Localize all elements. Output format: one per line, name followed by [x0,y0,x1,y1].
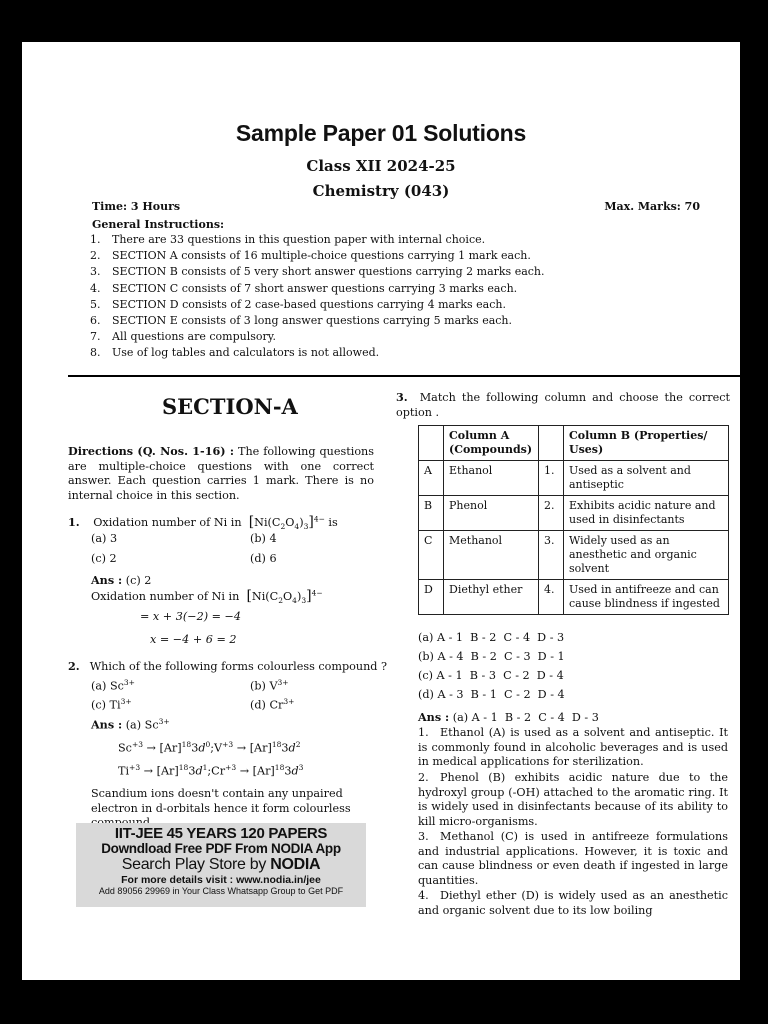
question-stem: Oxidation number of Ni in [93,516,242,529]
ad-line-5: Add 89056 29969 in Your Class Whatsapp Group to Get PDF [98,886,344,896]
subject-line: Chemistry (043) [312,182,450,200]
instruction-item: 7. All questions are compulsory. [90,330,277,344]
question-number: 1. [68,515,80,529]
ad-line-2: Downdload Free PDF From NODIA App [101,841,341,856]
question-3: 3. Match the following column and choose the correct option . [396,390,730,419]
option-d: (d) A - 3 B - 1 C - 2 D - 4 [418,688,565,701]
instruction-item: 8. Use of log tables and calculators is not allowed. [90,346,380,360]
ad-line-3: Search Play Store by NODIA [121,856,321,873]
q2-explanation: Scandium ions doesn't contain any unpaired electron in d-orbitals hence it form colourless [91,787,351,815]
table-row: B Phenol 2. Exhibits acidic nature and used in disinfectants [419,496,729,531]
document-page [22,42,740,980]
complex-formula: $[Ni(C_2O_4)_3]^{4-}$ is [248,514,338,532]
instruction-item: 2. SECTION A consists of 16 multiple-choice questions carrying 1 mark each. [90,249,531,263]
option-d: (d) $Cr^{3+}$ [250,697,295,712]
option-b: (b) $V^{3+}$ [250,678,289,693]
option-c: (c) $Ti^{3+}$ [91,697,132,712]
instruction-item: 6. SECTION E consists of 3 long answer questions carrying 5 marks each. [90,313,513,327]
option-d: (d) 6 [250,552,277,565]
class-line: Class XII 2024-25 [306,157,456,175]
explanation-2: 2. Phenol (B) exhibits acidic nature due to the hydroxyl group (-OH) attached to the aromatic ring. It is widely used in disinfectants because of its ability to kill micro-organisms. [418,771,728,828]
option-c: (c) 2 [91,552,117,565]
instruction-item: 3. SECTION B consists of 5 very short answer questions carrying 2 marks each. [90,265,545,279]
max-marks-label: Max. Marks: 70 [604,200,700,213]
instruction-item: 5. SECTION D consists of 2 case-based questions carrying 4 marks each. [90,297,506,311]
question-1 [68,514,338,531]
explanation-1: 1. Ethanol (A) is used as a solvent and antiseptic. It is commonly found in alcoholic beverages and is used in medical applications for sterilization. [418,726,728,768]
question-2: 2. Which of the following forms colourless compound ? [68,659,388,673]
col-a-header: Column A (Compounds) [444,426,539,461]
explanation-4: 4. Diethyl ether (D) is widely used as an anesthetic and organic solvent due to its low boiling [418,889,728,917]
ad-line-4: For more details visit : www.nodia.in/jee [121,874,321,886]
section-a-heading: SECTION-A [162,394,298,419]
instruction-item: 1. There are 33 questions in this question paper with internal choice. [90,233,486,246]
general-instructions-heading: General Instructions: [92,218,225,231]
option-a: (a) $Sc^{3+}$ [91,678,135,693]
option-a: (a) 3 [91,532,118,545]
working-step-1: = x + 3(−2) = −4 [140,610,242,623]
answer: Ans : (a) $Sc^{3+}$ [91,717,170,732]
instruction-item: 4. SECTION C consists of 7 short answer questions carrying 3 marks each. [90,281,518,295]
table-row: D Diethyl ether 4. Used in antifreeze and can cause blindness if ingested [419,580,729,615]
answer: Ans : (c) 2 [91,573,152,587]
working-intro: Oxidation number of Ni in $[Ni(C_2O_4)_3]^{4-}$ [91,588,323,606]
match-table [418,425,729,615]
electron-config-2: $Ti^{+3}$ → $[Ar]^{18}3d^1;Cr^{+3} \to [Ar]^{18}3d^3$ [118,763,304,778]
working-step-2: x = −4 + 6 = 2 [150,633,237,646]
col-b-header: Column B (Properties/ Uses) [564,426,729,461]
section-divider [68,375,740,377]
ad-line-1: IIT-JEE 45 YEARS 120 PAPERS [114,825,328,842]
option-b: (b) A - 4 B - 2 C - 3 D - 1 [418,650,565,663]
table-row: A Ethanol 1. Used as a solvent and antiseptic [419,461,729,496]
page-title: Sample Paper 01 Solutions [235,120,527,146]
table-header-row [419,426,729,461]
nodia-ad-banner[interactable] [76,823,366,907]
explanation-3: 3. Methanol (C) is used in antifreeze formulations and industrial applications. However, it is toxic and can cause blindness or even death if ingested in large quantities. [418,830,728,887]
instructions-list [90,232,710,362]
option-c: (c) A - 1 B - 3 C - 2 D - 4 [418,669,564,682]
option-a: (a) A - 1 B - 2 C - 4 D - 3 [418,631,565,644]
electron-config-1: $Sc^{+3}$ → $[Ar]^{18}3d^0;V^{+3} \to [Ar]^{18}3d^2$ [118,740,301,755]
answer: Ans : (a) A - 1 B - 2 C - 4 D - 3 [418,710,599,724]
table-row: C Methanol 3. Widely used as an anesthetic and organic solvent [419,531,729,580]
option-b: (b) 4 [250,532,277,545]
directions: Directions (Q. Nos. 1-16) : The following questions are multiple-choice questions with one correct answer. Each question carries 1 mark. There is no internal choice in this section. [68,444,375,502]
time-label: Time: 3 Hours [92,200,181,213]
